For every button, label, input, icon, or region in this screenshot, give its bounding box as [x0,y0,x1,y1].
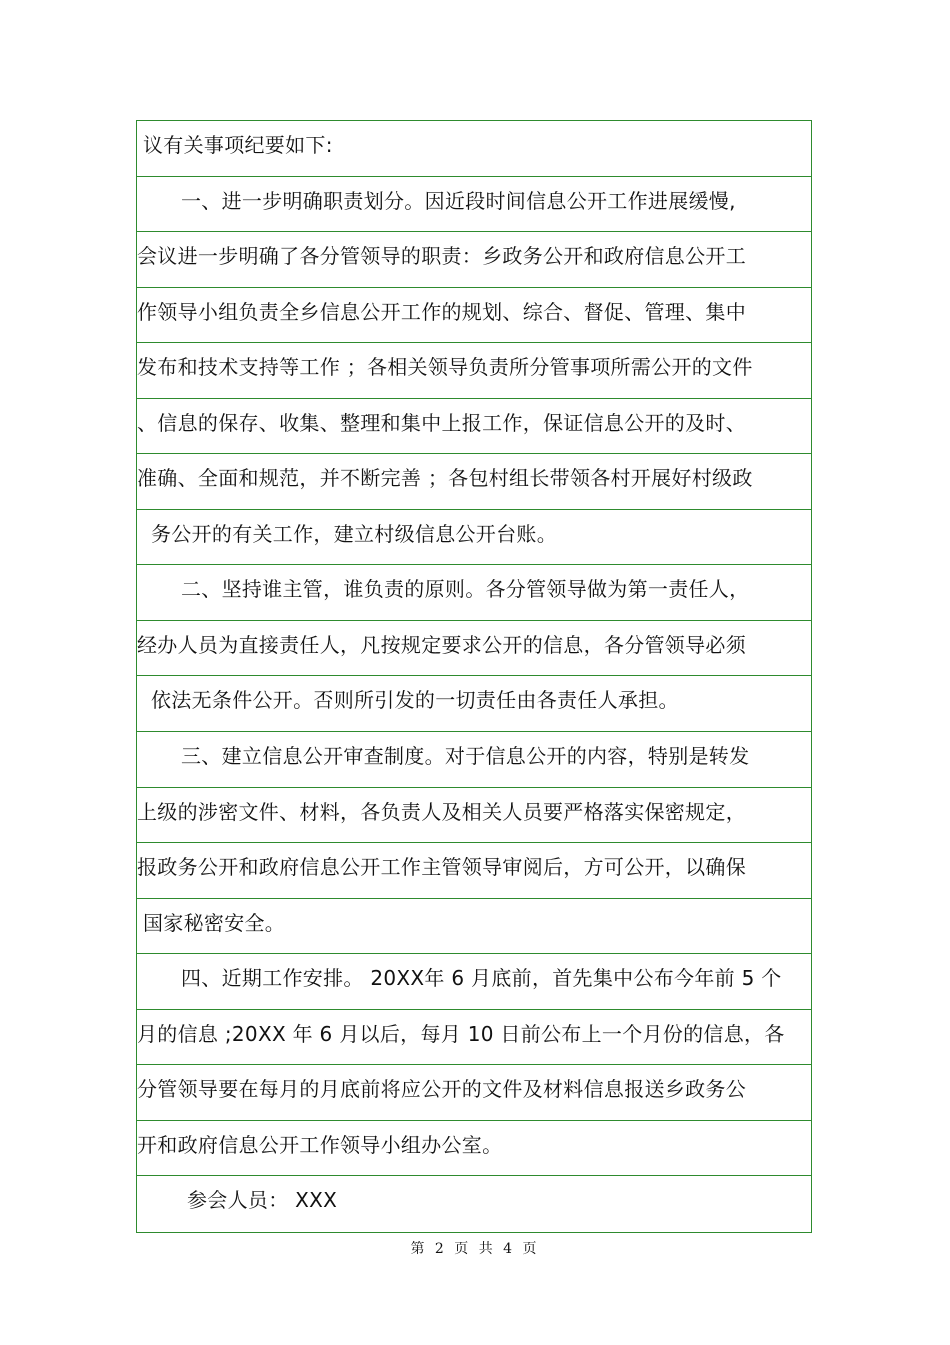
text-line [137,343,811,399]
line-text: 三、建立信息公开审查制度。对于信息公开的内容，特别是转发 [181,744,750,769]
text-line [137,454,811,510]
text-line [137,899,811,955]
text-line [137,676,811,732]
text-line [137,399,811,455]
text-line [137,177,811,233]
text-line [137,788,811,844]
line-text: 发布和技术支持等工作 ；各相关领导负责所分管事项所需公开的文件 [137,355,753,380]
text-line [137,1010,811,1066]
document-body [136,120,812,1233]
text-line [137,121,811,177]
text-line [137,843,811,899]
text-line [137,565,811,621]
line-text: 一、进一步明确职责划分。因近段时间信息公开工作进展缓慢, [181,188,736,213]
line-text: 作领导小组负责全乡信息公开工作的规划、综合、督促、管理、集中 [137,299,746,324]
line-text: 依法无条件公开。否则所引发的一切责任由各责任人承担。 [151,688,679,713]
text-line [137,621,811,677]
line-text: 经办人员为直接责任人，凡按规定要求公开的信息，各分管领导必须 [137,632,746,657]
text-line [137,510,811,566]
page-number: 第 2 页 共 4 页 [410,1241,540,1257]
line-text: 准确、全面和规范，并不断完善 ；各包村组长带领各村开展好村级政 [137,466,753,491]
text-line [137,1121,811,1177]
line-text: 、信息的保存、收集、整理和集中上报工作，保证信息公开的及时、 [137,410,746,435]
attendees-line [137,1176,811,1232]
line-text: 参会人员： XXX [187,1188,338,1213]
line-text: 会议进一步明确了各分管领导的职责：乡政务公开和政府信息公开工 [137,244,746,269]
text-line [137,288,811,344]
line-text: 议有关事项纪要如下: [143,133,333,157]
line-text: 四、近期工作安排。 20XX年 6 月底前，首先集中公布今年前 5 个 [181,966,782,991]
line-text: 分管领导要在每月的月底前将应公开的文件及材料信息报送乡政务公 [137,1077,746,1102]
line-text: 上级的涉密文件、材料，各负责人及相关人员要严格落实保密规定， [137,799,746,824]
line-text: 务公开的有关工作，建立村级信息公开台账。 [151,521,557,546]
line-text: 国家秘密安全。 [143,910,286,935]
line-text: 月的信息 ;20XX 年 6 月以后，每月 10 日前公布上一个月份的信息，各 [137,1021,785,1046]
text-line [137,1065,811,1121]
line-text: 开和政府信息公开工作领导小组办公室。 [137,1132,503,1157]
line-text: 二、坚持谁主管，谁负责的原则。各分管领导做为第一责任人， [181,577,750,602]
text-line [137,232,811,288]
line-text: 报政务公开和政府信息公开工作主管领导审阅后，方可公开，以确保 [137,855,746,880]
text-line [137,954,811,1010]
text-line [137,732,811,788]
